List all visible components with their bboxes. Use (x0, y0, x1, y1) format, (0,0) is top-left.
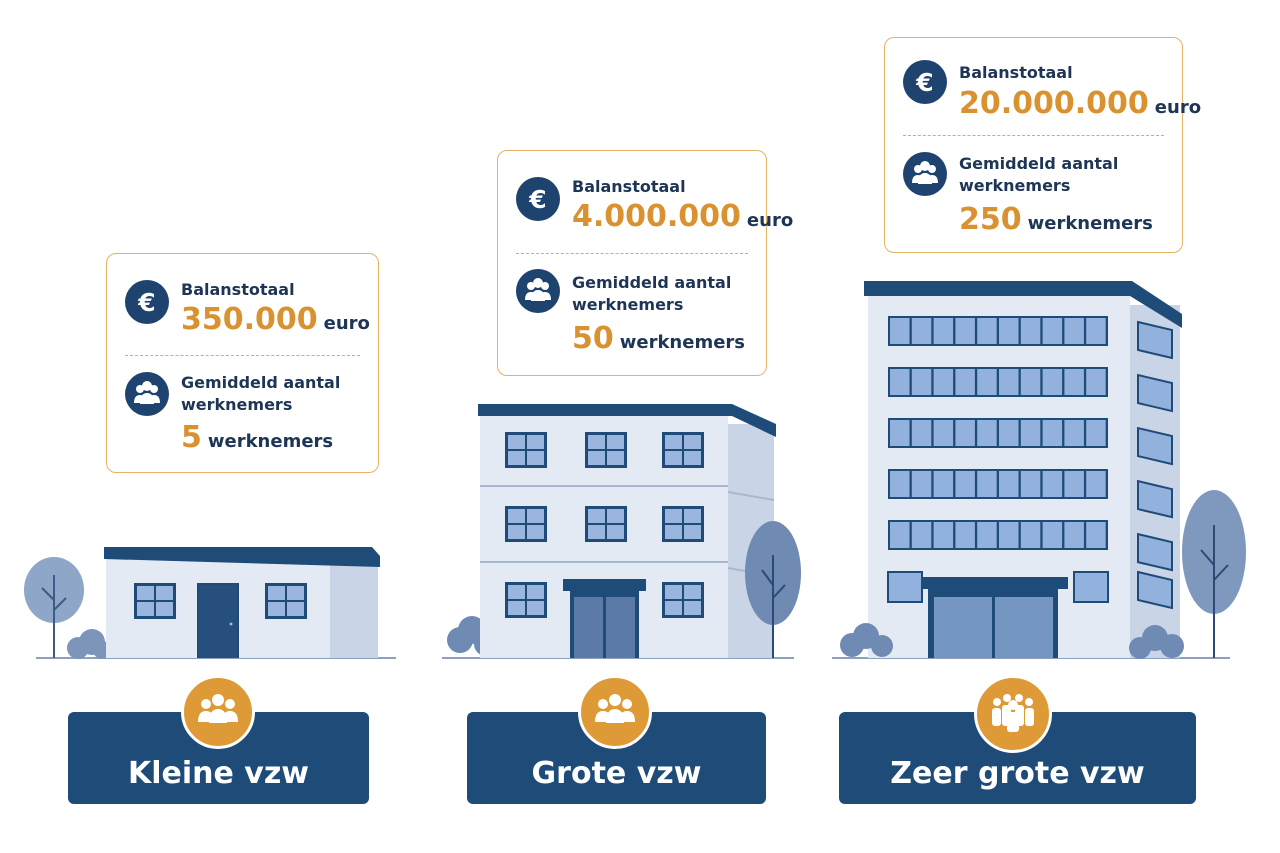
window-pane (934, 522, 954, 548)
window-pane (890, 369, 910, 395)
employees-label: Gemiddeld aantal werknemers (959, 154, 1119, 195)
window-pane (955, 471, 975, 497)
category-name: Grote vzw (531, 756, 702, 791)
window-pane (890, 420, 910, 446)
window-pane (999, 369, 1019, 395)
balance-value: 20.000.000 (959, 86, 1149, 121)
window-pane (977, 369, 997, 395)
window-pane (999, 522, 1019, 548)
euro-icon (903, 60, 947, 104)
bush-icon (67, 629, 111, 659)
people-group-icon (181, 675, 255, 749)
info-card-zeer-grote (884, 37, 1202, 253)
window-pane (955, 522, 975, 548)
info-card-grote (497, 150, 794, 376)
window-pane (1043, 369, 1063, 395)
balance-value: 350.000 (181, 302, 318, 337)
employees-value: 250 (959, 202, 1022, 237)
balance-unit: euro (323, 313, 370, 334)
employees-unit: werknemers (619, 332, 746, 353)
window-pane (912, 471, 932, 497)
tree-icon (1182, 490, 1246, 658)
people-group-icon (578, 675, 652, 749)
window-pane (1021, 471, 1041, 497)
people-icon (125, 372, 169, 416)
window-pane (1043, 420, 1063, 446)
balance-label: Balanstotaal (572, 177, 686, 196)
window-pane (977, 420, 997, 446)
window-pane (1086, 420, 1106, 446)
category-name: Zeer grote vzw (890, 756, 1145, 791)
window-pane (999, 471, 1019, 497)
window-pane (890, 522, 910, 548)
employees-unit: werknemers (1027, 213, 1153, 234)
balance-label: Balanstotaal (181, 280, 295, 299)
people-icon (516, 269, 560, 313)
window-pane (1043, 318, 1063, 344)
window-pane (1043, 471, 1063, 497)
window-pane (999, 318, 1019, 344)
crowd-icon (974, 675, 1052, 753)
window-pane (977, 471, 997, 497)
svg-text:€: € (138, 288, 156, 317)
window-pane (890, 471, 910, 497)
small-building (24, 547, 380, 659)
window-pane (1021, 369, 1041, 395)
window-pane (934, 369, 954, 395)
window-pane (999, 420, 1019, 446)
employees-value: 50 (572, 321, 614, 356)
large-building (840, 281, 1246, 659)
window-pane (1064, 471, 1084, 497)
window-pane (1086, 318, 1106, 344)
window-pane (955, 420, 975, 446)
window-pane (912, 318, 932, 344)
window-pane (1021, 522, 1041, 548)
window-pane (1021, 318, 1041, 344)
window-pane (1021, 420, 1041, 446)
window-pane (934, 471, 954, 497)
divider (903, 135, 1164, 136)
window-pane (1086, 522, 1106, 548)
balance-label: Balanstotaal (959, 63, 1073, 82)
window-pane (1064, 318, 1084, 344)
employees-label: Gemiddeld aantal werknemers (181, 373, 341, 414)
window-pane (912, 369, 932, 395)
window-pane (1064, 420, 1084, 446)
balance-unit: euro (1154, 97, 1202, 118)
employees-unit: werknemers (207, 431, 334, 452)
euro-icon (516, 177, 560, 221)
divider (516, 253, 748, 254)
window-pane (934, 318, 954, 344)
window-pane (1064, 369, 1084, 395)
employees-value: 5 (181, 420, 202, 455)
window-pane (890, 318, 910, 344)
svg-text:€: € (916, 68, 934, 97)
info-card-kleine (106, 253, 379, 473)
category-name: Kleine vzw (127, 756, 310, 791)
svg-text:€: € (529, 185, 547, 214)
euro-icon (125, 280, 169, 324)
balance-unit: euro (746, 210, 794, 231)
window-pane (977, 318, 997, 344)
window-pane (1064, 522, 1084, 548)
people-icon (903, 152, 947, 196)
window-pane (934, 420, 954, 446)
window-pane (955, 318, 975, 344)
medium-building (447, 404, 801, 658)
window-pane (912, 522, 932, 548)
window-pane (1043, 522, 1063, 548)
window-pane (977, 522, 997, 548)
window-pane (1086, 471, 1106, 497)
window-pane (1086, 369, 1106, 395)
balance-value: 4.000.000 (572, 199, 741, 234)
window-pane (912, 420, 932, 446)
divider (125, 355, 360, 356)
employees-label: Gemiddeld aantal werknemers (572, 273, 732, 314)
window-pane (955, 369, 975, 395)
